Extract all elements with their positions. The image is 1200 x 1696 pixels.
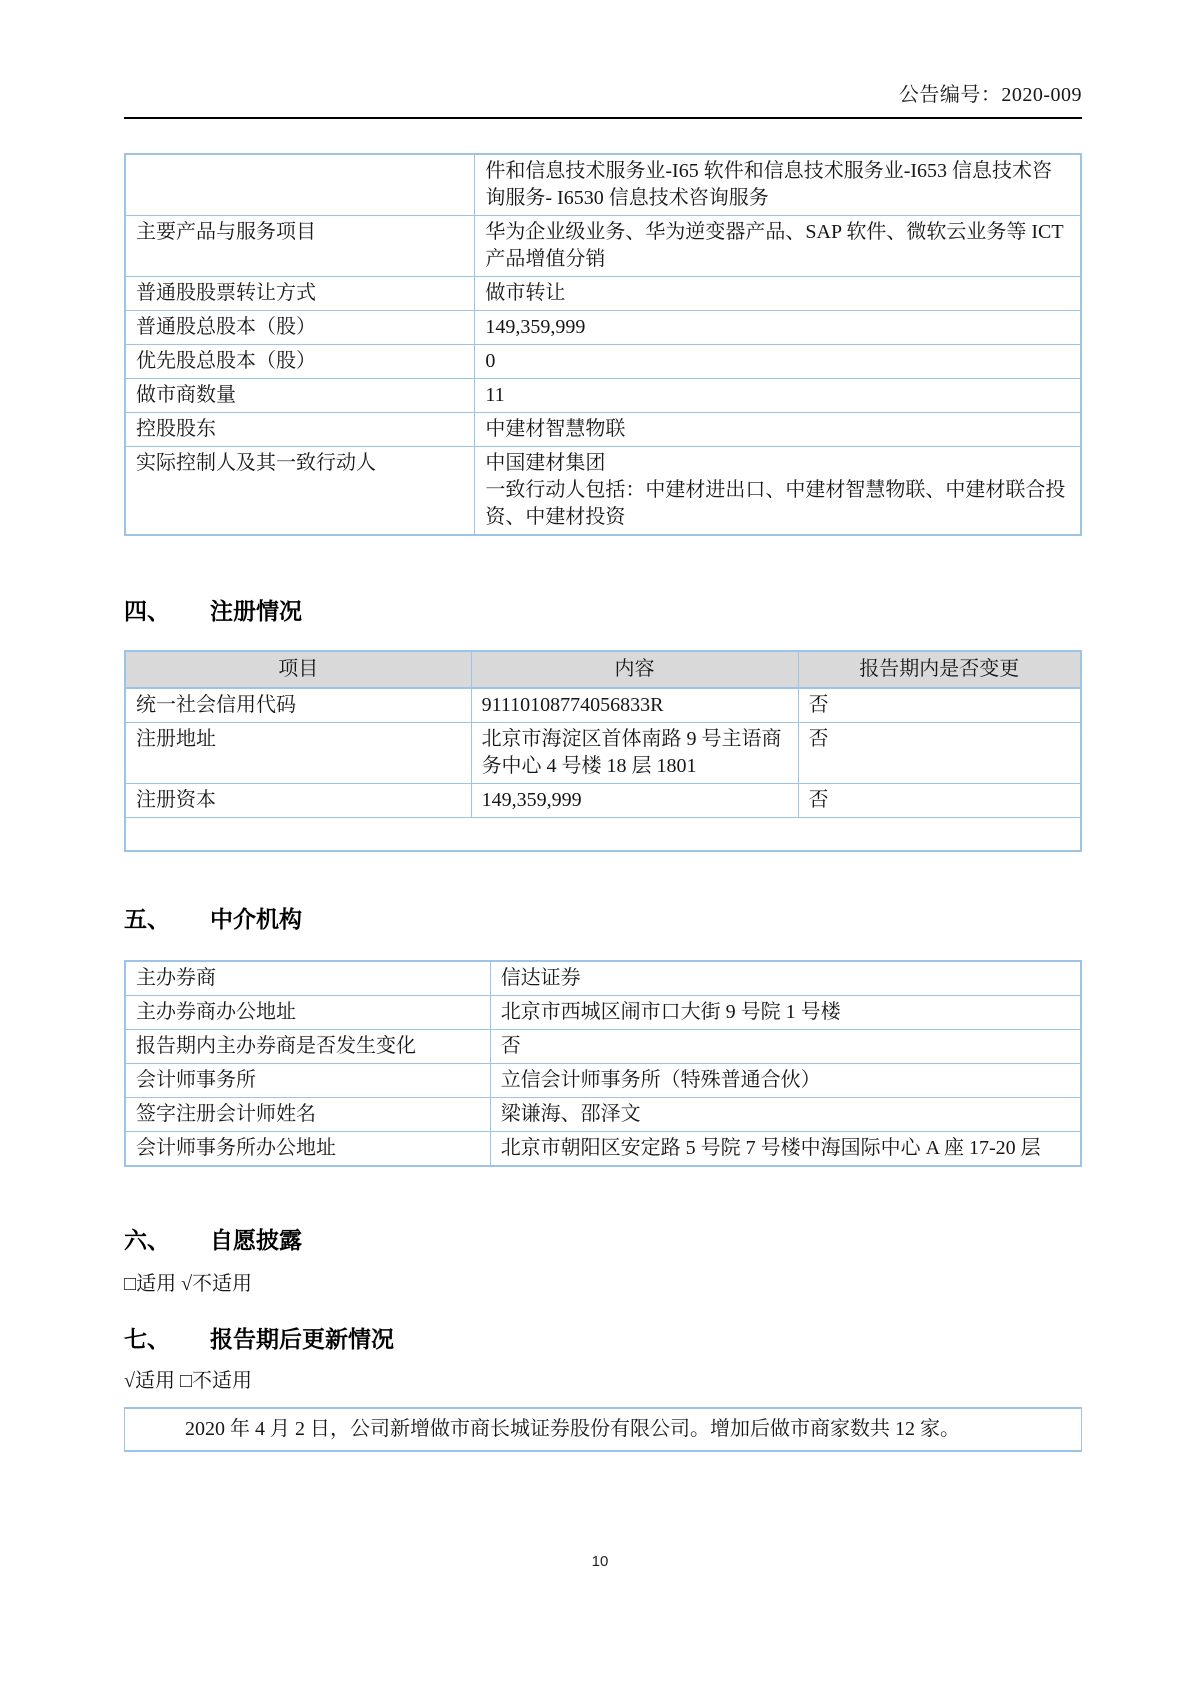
row-value: 149,359,999 [475, 311, 1081, 345]
applicability-line-post-report: √适用 □不适用 [124, 1370, 253, 1392]
row-changed: 否 [798, 688, 1081, 723]
row-value: 信达证券 [490, 961, 1081, 996]
row-label [125, 154, 475, 216]
row-label: 报告期内主办券商是否发生变化 [125, 1030, 490, 1064]
row-label: 注册地址 [125, 723, 471, 784]
table-row [125, 277, 1081, 311]
section-title: 报告期后更新情况 [210, 1326, 394, 1352]
row-value: 北京市海淀区首体南路 9 号主语商务中心 4 号楼 18 层 1801 [471, 723, 798, 784]
row-label: 主办券商 [125, 961, 490, 996]
section-heading-voluntary [124, 1225, 1082, 1255]
table-row [125, 1064, 1081, 1098]
row-value: 11 [475, 379, 1081, 413]
table-row [125, 447, 1081, 536]
row-value: 149,359,999 [471, 784, 798, 818]
row-label: 签字注册会计师姓名 [125, 1098, 490, 1132]
row-label: 会计师事务所 [125, 1064, 490, 1098]
company-overview-table [124, 153, 1082, 536]
section-heading-post-report [124, 1324, 1082, 1354]
row-value: 中建材智慧物联 [475, 413, 1081, 447]
row-label: 控股股东 [125, 413, 475, 447]
row-label: 主要产品与服务项目 [125, 216, 475, 277]
column-header: 项目 [125, 651, 471, 688]
row-label: 普通股股票转让方式 [125, 277, 475, 311]
row-value: 0 [475, 345, 1081, 379]
empty-row [125, 818, 1081, 852]
row-label: 普通股总股本（股） [125, 311, 475, 345]
table-row [125, 154, 1081, 216]
section-heading-registration [124, 596, 1082, 626]
table-row [125, 688, 1081, 723]
row-label: 做市商数量 [125, 379, 475, 413]
row-value: 做市转让 [475, 277, 1081, 311]
empty-cell [125, 818, 1081, 852]
row-label: 实际控制人及其一致行动人 [125, 447, 475, 536]
row-value: 件和信息技术服务业-I65 软件和信息技术服务业-I653 信息技术咨询服务- I6530 信息技术咨询服务 [475, 154, 1081, 216]
section-title: 注册情况 [210, 598, 302, 624]
section-number: 六、 [124, 1227, 170, 1253]
table-row [125, 216, 1081, 277]
table-row [125, 345, 1081, 379]
registration-table [124, 650, 1082, 852]
row-value [475, 447, 1081, 536]
column-header: 报告期内是否变更 [798, 651, 1081, 688]
table-row [125, 961, 1081, 996]
row-value: 北京市朝阳区安定路 5 号院 7 号楼中海国际中心 A 座 17-20 层 [490, 1132, 1081, 1167]
table-row [125, 379, 1081, 413]
row-value: 立信会计师事务所（特殊普通合伙） [490, 1064, 1081, 1098]
row-changed: 否 [798, 723, 1081, 784]
header-rule [124, 117, 1082, 119]
table-row [125, 1132, 1081, 1167]
table-row [125, 311, 1081, 345]
row-label: 主办券商办公地址 [125, 996, 490, 1030]
section-title: 自愿披露 [210, 1227, 302, 1253]
row-value: 91110108774056833R [471, 688, 798, 723]
row-label: 统一社会信用代码 [125, 688, 471, 723]
section-title: 中介机构 [210, 906, 302, 932]
row-label: 优先股总股本（股） [125, 345, 475, 379]
applicability-line-voluntary: □适用 √不适用 [124, 1273, 253, 1295]
table-row [125, 784, 1081, 818]
row-value: 梁谦海、邵泽文 [490, 1098, 1081, 1132]
row-value: 否 [490, 1030, 1081, 1064]
post-report-update-box: 2020 年 4 月 2 日，公司新增做市商长城证券股份有限公司。增加后做市商家数共 12 家。 [124, 1407, 1082, 1452]
table-row [125, 723, 1081, 784]
table-row [125, 413, 1081, 447]
page-number: 10 [591, 1553, 609, 1570]
row-label: 会计师事务所办公地址 [125, 1132, 490, 1167]
table-row [125, 1030, 1081, 1064]
intermediary-table [124, 960, 1082, 1167]
section-heading-intermediary [124, 904, 1082, 934]
section-number: 七、 [124, 1326, 170, 1352]
announcement-number: 公告编号：2020-009 [898, 84, 1082, 106]
row-value: 北京市西城区闹市口大街 9 号院 1 号楼 [490, 996, 1081, 1030]
row-changed: 否 [798, 784, 1081, 818]
section-number: 五、 [124, 906, 170, 932]
table-header-row [125, 651, 1081, 688]
column-header: 内容 [471, 651, 798, 688]
value-line: 中国建材集团 [485, 452, 606, 474]
row-label: 注册资本 [125, 784, 471, 818]
table-row [125, 1098, 1081, 1132]
value-line: 一致行动人包括：中建材进出口、中建材智慧物联、中建材联合投资、中建材投资 [485, 479, 1066, 528]
section-number: 四、 [124, 598, 170, 624]
row-value: 华为企业级业务、华为逆变器产品、SAP 软件、微软云业务等 ICT 产品增值分销 [475, 216, 1081, 277]
table-row [125, 996, 1081, 1030]
